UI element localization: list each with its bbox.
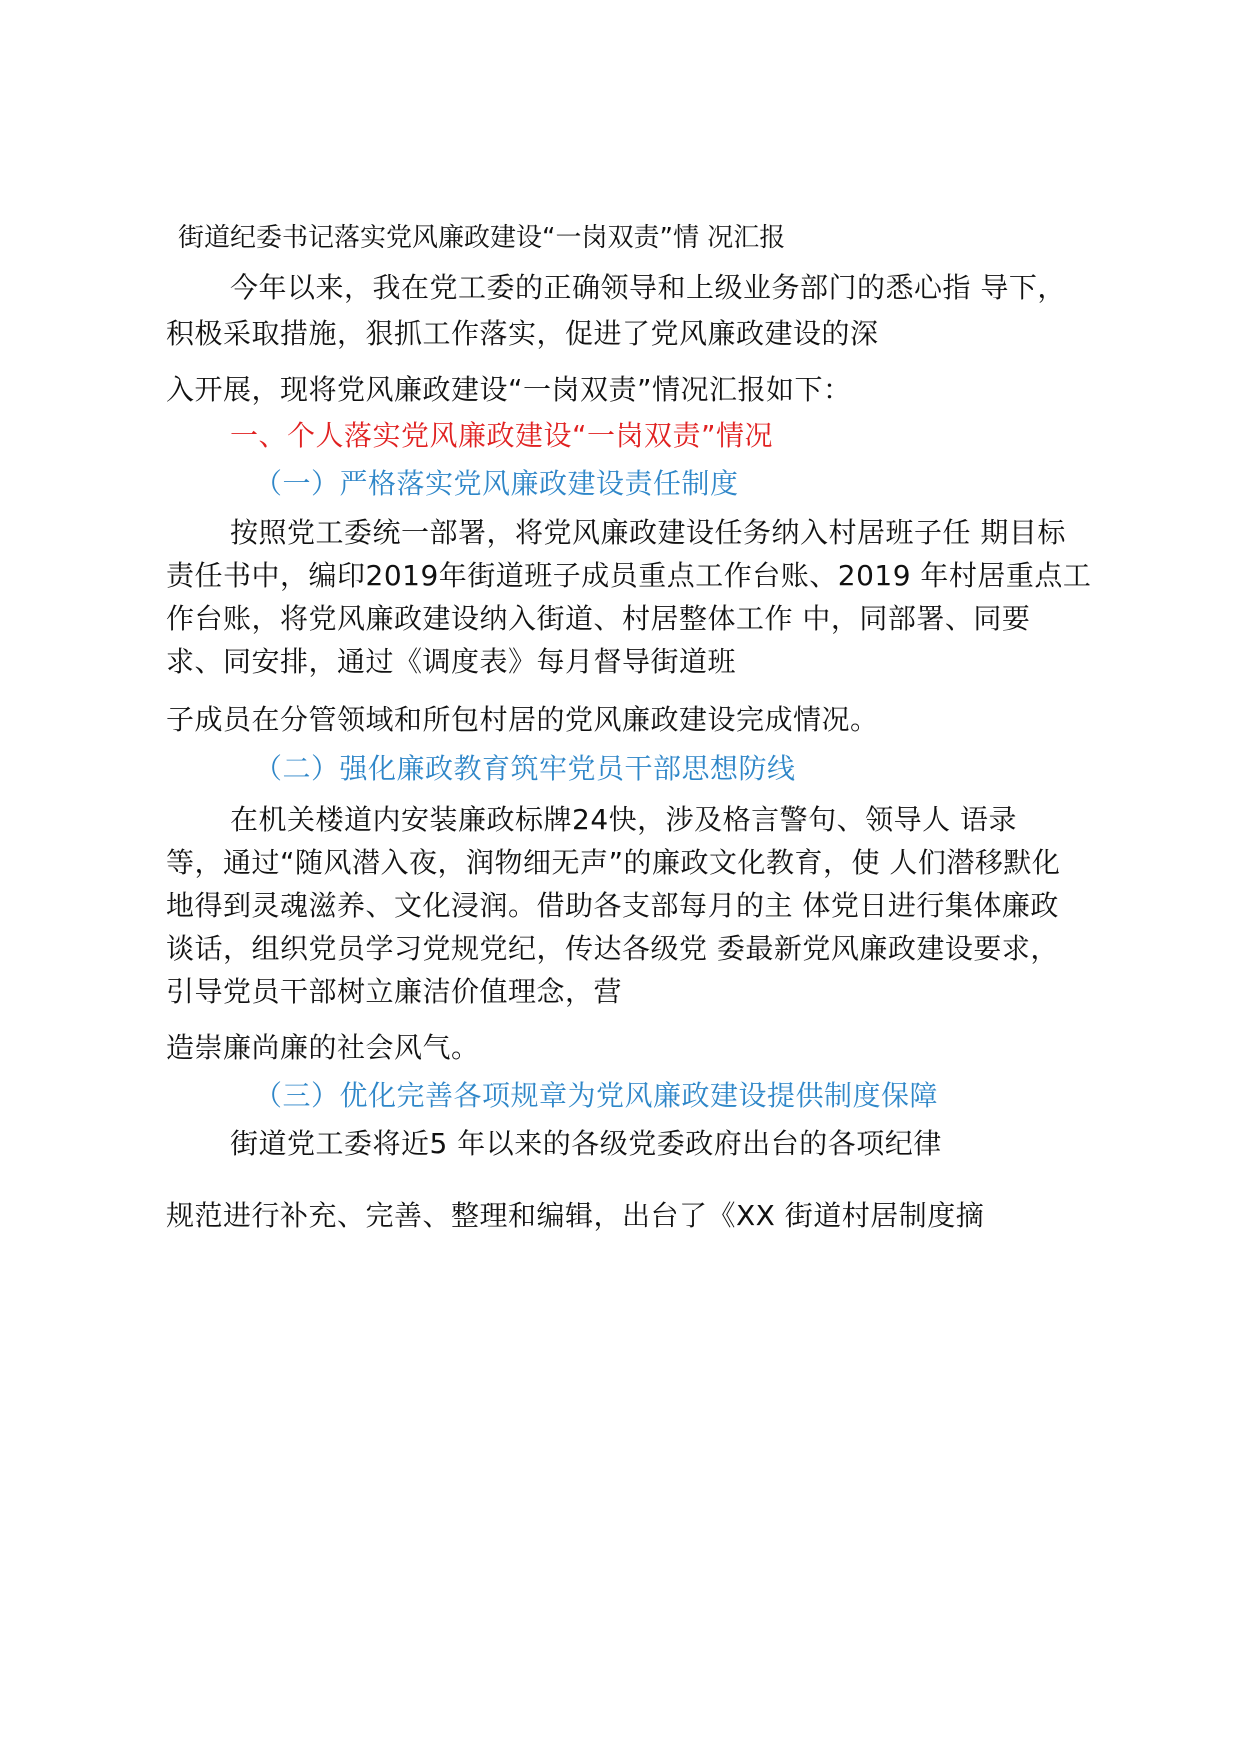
subsection-1-heading: （一）严格落实党风廉政建设责任制度 <box>254 467 739 500</box>
subsection-3-line-2: 规范进行补充、完善、整理和编辑，出台了《XX 街道村居制度摘 <box>166 1199 985 1232</box>
subsection-3-heading: （三）优化完善各项规章为党风廉政建设提供制度保障 <box>254 1079 939 1112</box>
subsection-2-line-5: 引导党员干部树立廉洁价值理念，营 <box>166 975 623 1008</box>
subsection-1-line-5: 子成员在分管领域和所包村居的党风廉政建设完成情况。 <box>166 703 879 736</box>
subsection-1-line-2: 责任书中，编印2019年街道班子成员重点工作台账、2019 年村居重点工 <box>166 559 1092 592</box>
intro-line-3: 入开展，现将党风廉政建设“一岗双责”情况汇报如下： <box>166 373 852 406</box>
subsection-2-line-4: 谈话，组织党员学习党规党纪，传达各级党 委最新党风廉政建设要求， <box>166 932 1059 965</box>
section-1-heading: 一、个人落实党风廉政建设“一岗双责”情况 <box>230 419 774 452</box>
subsection-1-line-4: 求、同安排，通过《调度表》每月督导街道班 <box>166 645 737 678</box>
subsection-2-line-2: 等，通过“随风潜入夜，润物细无声”的廉政文化教育，使 人们潜移默化 <box>166 846 1061 879</box>
subsection-2-heading: （二）强化廉政教育筑牢党员干部思想防线 <box>254 752 796 785</box>
intro-line-1: 今年以来，我在党工委的正确领导和上级业务部门的悉心指 导下， <box>230 271 1066 304</box>
subsection-1-line-3: 作台账，将党风廉政建设纳入街道、村居整体工作 中，同部署、同要 <box>166 602 1031 635</box>
subsection-2-line-3: 地得到灵魂滋养、文化浸润。借助各支部每月的主 体党日进行集体廉政 <box>166 889 1059 922</box>
intro-line-2: 积极采取措施，狠抓工作落实，促进了党风廉政建设的深 <box>166 317 879 350</box>
document-title: 街道纪委书记落实党风廉政建设“一岗双责”情 况汇报 <box>178 223 786 253</box>
subsection-2-line-6: 造崇廉尚廉的社会风气。 <box>166 1031 480 1064</box>
subsection-3-line-1: 街道党工委将近5 年以来的各级党委政府出台的各项纪律 <box>230 1127 942 1160</box>
subsection-1-line-1: 按照党工委统一部署，将党风廉政建设任务纳入村居班子任 期目标 <box>230 516 1066 549</box>
subsection-2-line-1: 在机关楼道内安装廉政标牌24快，涉及格言警句、领导人 语录 <box>230 803 1018 836</box>
